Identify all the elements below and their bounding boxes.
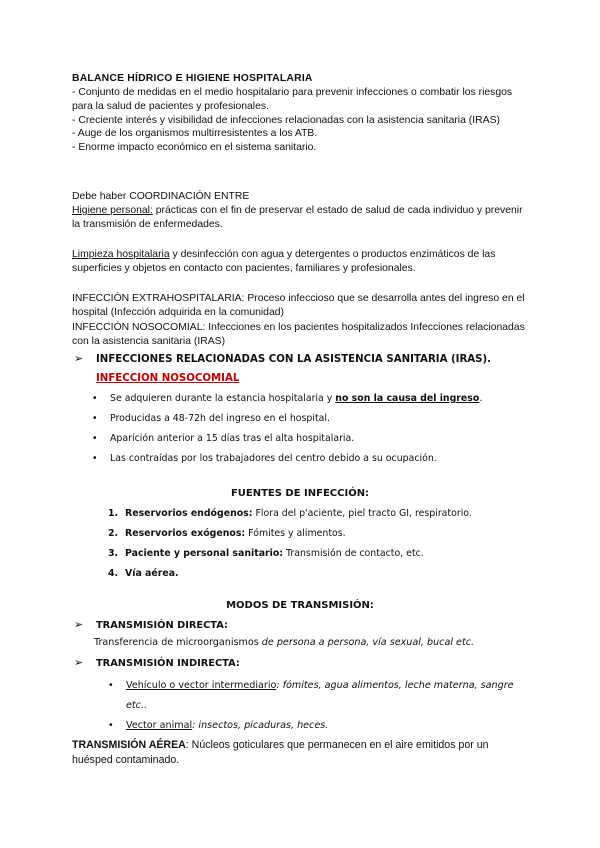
- vehiculo-label: Vehículo o vector intermediario: [126, 680, 277, 691]
- limpieza-label: Limpieza hospitalaria: [72, 249, 170, 260]
- arrow-bullet-icon: ➢: [74, 618, 84, 631]
- indirecta-heading: TRANSMISIÓN INDIRECTA:: [96, 658, 240, 669]
- modos-heading: MODOS DE TRANSMISIÓN:: [226, 600, 374, 611]
- directa-heading-row: [74, 618, 228, 631]
- list-item: [92, 392, 532, 412]
- list-item: [108, 716, 518, 736]
- arrow-bullet-icon: ➢: [74, 656, 84, 669]
- nosocomial-bullets: [92, 392, 532, 472]
- limpieza-paragraph: [72, 248, 532, 276]
- list-item: • Las contraídas por los trabajadores del centro debido a su ocupación.: [92, 452, 532, 472]
- intro-line: - Creciente interés y visibilidad de infecciones relacionadas con la asistencia sanitaria (IRAS): [72, 114, 500, 126]
- higiene-label: Higiene personal:: [72, 205, 153, 216]
- item-label: Paciente y personal sanitario:: [125, 548, 284, 559]
- coordination-line: Debe haber COORDINACIÓN ENTRE: [72, 191, 250, 202]
- indirecta-bullets: [108, 676, 518, 736]
- intro-line: - Enorme impacto económico en el sistema sanitario.: [72, 142, 317, 154]
- intro-list: [72, 86, 532, 155]
- extrahospitalaria-paragraph: INFECCIÓN EXTRAHOSPITALARIA: Proceso infeccioso que se desarrolla antes del ingreso en el hospital (Infección adquirida en la comunidad): [72, 293, 525, 318]
- list-item: [108, 504, 538, 524]
- item-text: Transmisión de contacto, etc.: [283, 548, 424, 559]
- intro-line: - Conjunto de medidas en el medio hospitalario para prevenir infecciones o combatir los riesgos para la salud de pacientes y profesionales.: [72, 87, 513, 112]
- bullet-text: Se adquieren durante la estancia hospitalaria y: [110, 393, 336, 404]
- bullet-punct: .: [479, 393, 483, 404]
- fuentes-list: [108, 504, 538, 584]
- item-number: 4.: [108, 568, 119, 579]
- item-label: Reservorios exógenos:: [125, 528, 246, 539]
- fuentes-heading: FUENTES DE INFECCIÓN:: [230, 488, 370, 499]
- aerea-label: TRANSMISIÓN AÉREA: [72, 739, 186, 751]
- bullet-emphasis: no son la causa del ingreso: [335, 393, 480, 404]
- item-label: Vía aérea.: [125, 568, 179, 579]
- nosocomial-heading: INFECCION NOSOCOMIAL: [96, 373, 240, 384]
- vehiculo-text: : fómites, agua alimentos, leche materna, sangre etc..: [126, 680, 514, 711]
- vector-label: Vector animal: [126, 720, 193, 731]
- doc-title: BALANCE HÍDRICO E HIGIENE HOSPITALARIA: [72, 73, 313, 84]
- list-item: [108, 524, 538, 544]
- directa-text-italic: de persona a persona, vía sexual, bucal etc.: [261, 637, 475, 648]
- list-item: • Producidas a 48-72h del ingreso en el hospital.: [92, 412, 532, 432]
- list-item: [108, 564, 538, 584]
- directa-text-plain: Transferencia de microorganismos: [94, 637, 262, 648]
- directa-text: [94, 637, 474, 648]
- item-text: Fómites y alimentos.: [245, 528, 346, 539]
- iras-heading: INFECCIONES RELACIONADAS CON LA ASISTENCIA SANITARIA (IRAS).: [96, 354, 492, 365]
- arrow-bullet-icon: ➢: [74, 352, 84, 365]
- item-text: Flora del p'aciente, piel tracto GI, respiratorio.: [252, 508, 472, 519]
- list-item: [108, 544, 538, 564]
- vector-text: : insectos, picaduras, heces.: [192, 720, 329, 731]
- higiene-text: prácticas con el fin de preservar el estado de salud de cada individuo y prevenir la transmisión de enfermedades.: [72, 205, 523, 230]
- higiene-paragraph: [72, 204, 532, 232]
- item-label: Reservorios endógenos:: [125, 508, 253, 519]
- limpieza-text: y desinfección con agua y detergentes o productos enzimáticos de las superficies y objetos en contacto con pacientes, familiares y profesionales.: [72, 249, 496, 274]
- aerea-text: : Núcleos goticulares que permanecen en el aire emitidos por un huésped contaminado.: [72, 739, 489, 766]
- directa-heading: TRANSMISIÓN DIRECTA:: [96, 620, 228, 631]
- item-number: 1.: [108, 508, 119, 519]
- aerea-paragraph: [72, 738, 522, 768]
- list-item: [108, 676, 518, 716]
- indirecta-heading-row: [74, 656, 240, 669]
- iras-heading-row: [74, 352, 491, 365]
- nosocomial-paragraph: INFECCIÓN NOSOCOMIAL: Infecciones en los pacientes hospitalizados Infecciones relacionadas con la asistencia sanitaria (IRAS): [72, 322, 525, 347]
- intro-line: - Auge de los organismos multirresistentes a los ATB.: [72, 128, 318, 140]
- item-number: 3.: [108, 548, 119, 559]
- item-number: 2.: [108, 528, 119, 539]
- list-item: • Aparición anterior a 15 días tras el alta hospitalaria.: [92, 432, 532, 452]
